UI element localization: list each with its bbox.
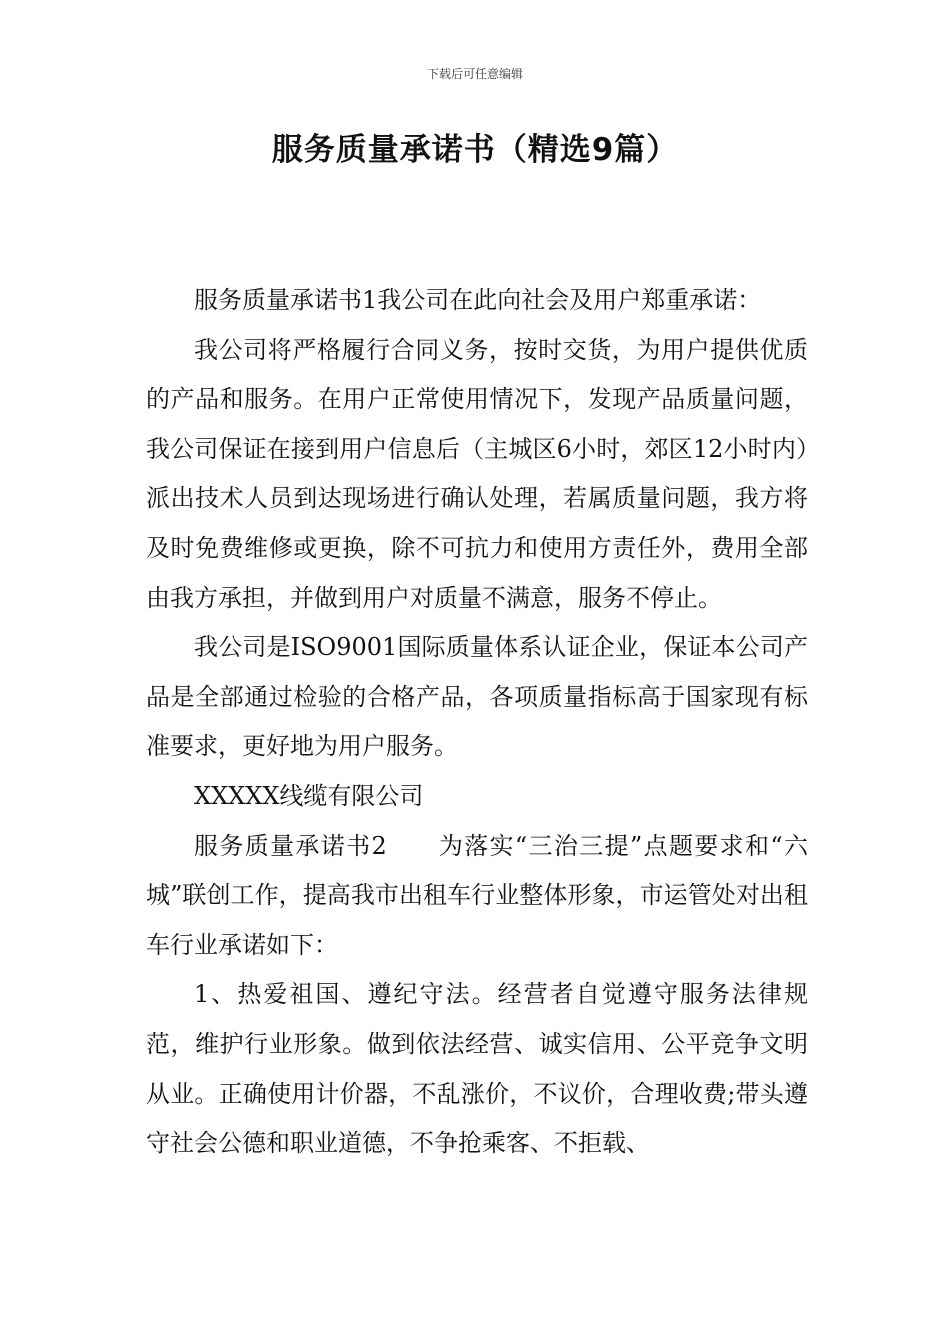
paragraph-intro: 服务质量承诺书1我公司在此向社会及用户郑重承诺： [194,286,762,314]
paragraph-item-1: 1、热爱祖国、遵纪守法。经营者自觉遵守服务法律规范，维护行业形象。做到依法经营、诚实信用、公平竞争文明从业。正确使用计价器，不乱涨价，不议价，合理收费;带头遵守社会公德和职业道德，不争抢乘客、不拒载、 [146,980,808,1158]
paragraph-quality-commitment: 我公司将严格履行合同义务，按时交货，为用户提供优质的产品和服务。在用户正常使用情况下，发现产品质量问题，我公司保证在接到用户信息后（主城区6小时，郊区12小时内）派出技术人员到达现场进行确认处理，若属质量问题，我方将及时免费维修或更换，除不可抗力和使用方责任外，费用全部由我方承担，并做到用户对质量不满意，服务不停止。 [146,335,808,612]
paragraph-commitment-2-intro: 服务质量承诺书2 为落实“三治三提”点题要求和“六城”联创工作，提高我市出租车行业整体形象，市运管处对出租车行业承诺如下： [146,831,808,959]
paragraph-company-signature: XXXXX线缆有限公司 [194,781,424,810]
document-title: 服务质量承诺书（精选9篇） [271,132,679,168]
paragraph-iso-certification: 我公司是ISO9001国际质量体系认证企业，保证本公司产品是全部通过检验的合格产品，各项质量指标高于国家现有标准要求，更好地为用户服务。 [146,633,808,761]
header-note: 下载后可任意编辑 [426,67,523,81]
document-body [146,276,808,1169]
